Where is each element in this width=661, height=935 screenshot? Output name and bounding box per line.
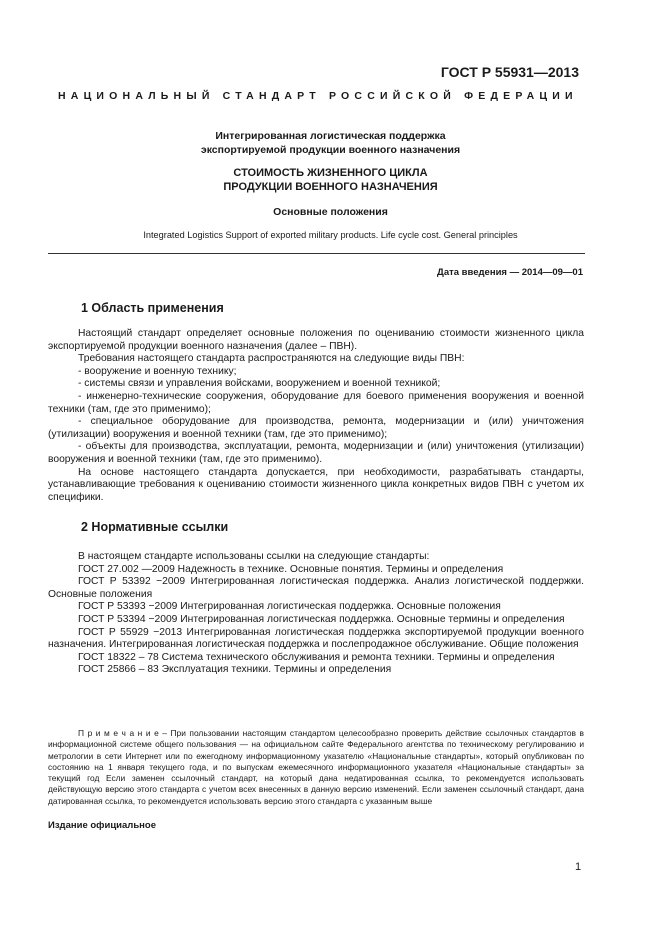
list-item: - вооружение и военную технику; — [78, 365, 237, 377]
list-item: - системы связи и управления войсками, вооружением и военной техникой; — [78, 378, 441, 390]
title-block-topic — [0, 129, 661, 157]
reference-item: ГОСТ 27.002 —2009 Надежность в технике. Основные понятия. Термины и определения — [78, 563, 504, 575]
english-title: Integrated Logistics Support of exported military products. Life cycle cost. General principles — [143, 230, 518, 240]
main-title-line-2: ПРОДУКЦИИ ВОЕННОГО НАЗНАЧЕНИЯ — [223, 181, 438, 193]
section-2-body — [48, 551, 584, 677]
paragraph: На основе настоящего стандарта допускается, при необходимости, разрабатывать стандарты, устанавливающие требования к оцениванию стоимости жизненного цикла конкретных видов ПВН с учетом их специфики. — [48, 466, 584, 503]
reference-item: ГОСТ 25866 – 83 Эксплуатация техники. Термины и определения — [78, 664, 392, 676]
note-label: П р и м е ч а н и е — [78, 728, 159, 738]
reference-item: ГОСТ Р 55929 −2013 Интегрированная логистическая поддержка экспортируемой продукции военного назначения. Интегрированная логистическая поддержка и послепродажное обслуживание. Общие положения — [48, 626, 584, 651]
section-2-heading: 2 Нормативные ссылки — [81, 520, 229, 534]
main-title-line-1: СТОИМОСТЬ ЖИЗНЕННОГО ЦИКЛА — [233, 167, 428, 179]
paragraph: Настоящий стандарт определяет основные положения по оцениванию стоимости жизненного цикла экспортируемой продукции военного назначения (далее – ПВН). — [48, 328, 584, 352]
section-1-heading: 1 Область применения — [81, 301, 224, 315]
reference-item: ГОСТ 18322 – 78 Система технического обслуживания и ремонта техники. Термины и определения — [78, 651, 555, 663]
list-item: - специальное оборудование для производства, ремонта, модернизации и (или) уничтожения (утилизации) вооружения и военной техники (там, где это применимо); — [48, 416, 584, 440]
title-block-main — [0, 166, 661, 194]
gost-number: ГОСТ Р 55931—2013 — [440, 64, 579, 80]
list-item: - инженерно-технические сооружения, оборудование для боевого применения вооружения и военной техники (там, где это применимо); — [48, 390, 584, 415]
reference-item: ГОСТ Р 53393 −2009 Интегрированная логистическая поддержка. Основные положения — [78, 601, 501, 613]
topic-line-1: Интегрированная логистическая поддержка — [215, 130, 446, 142]
note — [48, 728, 584, 807]
edition-label: Издание официальное — [48, 820, 156, 831]
divider — [48, 253, 585, 254]
paragraph: Требования настоящего стандарта распространяются на следующие виды ПВН: — [78, 353, 465, 365]
paragraph: В настоящем стандарте использованы ссылки на следующие стандарты: — [78, 551, 430, 562]
reference-item: ГОСТ Р 53394 −2009 Интегрированная логистическая поддержка. Основные термины и определения — [78, 613, 565, 625]
note-paragraph — [48, 728, 584, 807]
topic-line-2: экспортируемой продукции военного назначения — [200, 144, 461, 156]
effective-date: Дата введения — 2014—09—01 — [437, 267, 583, 278]
page-number: 1 — [575, 861, 582, 873]
note-text: – При пользовании настоящим стандартом целесообразно проверить действие ссылочных стандартов в информационной системе общего пользования — на официальном сайте Федерального агентства по техническому регулированию и метрологии в сети Интернет или по ежегодному информационному указателю «Национальные стандарты», который опубликован по состоянию на 1 января текущего года, и по выпускам ежемесячного информационного указателя «Национальные стандарты» за текущий год Если заменен ссылочный стандарт, на который дана недатированная ссылка, то рекомендуется использовать действующую версию этого стандарта с учетом всех внесенных в данную версию изменений. Если заменен ссылочный стандарт, дана датированная ссылка, то рекомендуется использовать версию этого стандарта с указанным выше — [48, 728, 585, 806]
standard-title: НАЦИОНАЛЬНЫЙ СТАНДАРТ РОССИЙСКОЙ ФЕДЕРАЦИИ — [58, 90, 578, 102]
list-item: - объекты для производства, эксплуатации, ремонта, модернизации и (или) уничтожения (утилизации) вооружения и военной техники (там, где это применимо). — [48, 441, 584, 465]
section-1-body — [48, 328, 584, 504]
reference-item: ГОСТ Р 53392 −2009 Интегрированная логистическая поддержка. Анализ логистической поддержки. Основные положения — [48, 576, 584, 600]
subtitle: Основные положения — [273, 206, 388, 218]
